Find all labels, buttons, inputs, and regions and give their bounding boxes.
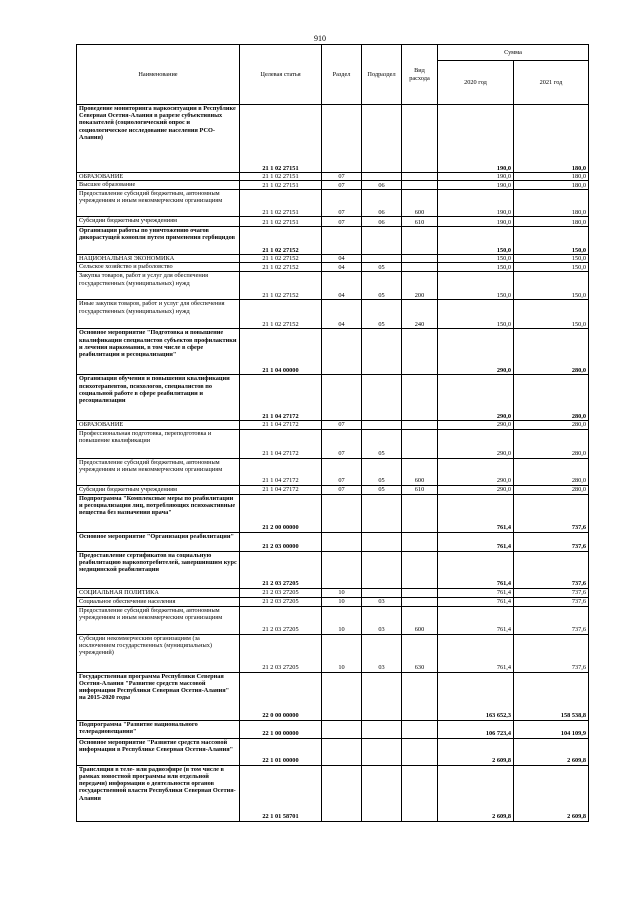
cell-podrazdel (362, 255, 402, 263)
cell-razdel (322, 532, 362, 551)
cell-podrazdel (362, 738, 402, 765)
table-row (77, 272, 589, 300)
cell-name: Организация работы по уничтожению очагов дикорастущей конопли путем применения гербицидов (77, 227, 240, 255)
header-section: Раздел (322, 45, 362, 105)
cell-y2021: 150,0 (514, 227, 589, 255)
cell-y2020: 290,0 (438, 375, 514, 421)
table-row (77, 173, 589, 181)
cell-code: 21 1 04 00000 (240, 329, 322, 375)
cell-vid (402, 765, 438, 821)
table-row (77, 263, 589, 272)
cell-razdel: 10 (322, 634, 362, 672)
cell-y2021: 104 109,9 (514, 720, 589, 738)
cell-vid (402, 551, 438, 588)
cell-code: 21 1 02 27152 (240, 227, 322, 255)
header-year-2021: 2021 год (514, 61, 589, 105)
cell-y2020: 190,0 (438, 173, 514, 181)
cell-y2020: 2 609,8 (438, 765, 514, 821)
page-number: 910 (314, 34, 326, 43)
cell-y2020: 761,4 (438, 494, 514, 532)
cell-y2021: 150,0 (514, 263, 589, 272)
cell-y2020: 761,4 (438, 532, 514, 551)
cell-y2020: 150,0 (438, 300, 514, 329)
header-subsection: Подраздел (362, 45, 402, 105)
cell-code: 21 1 04 27172 (240, 375, 322, 421)
cell-razdel: 07 (322, 458, 362, 485)
table-row (77, 217, 589, 227)
cell-code: 21 2 03 27205 (240, 606, 322, 634)
cell-y2021: 180,0 (514, 217, 589, 227)
cell-podrazdel (362, 494, 402, 532)
cell-vid (402, 720, 438, 738)
cell-razdel: 04 (322, 300, 362, 329)
cell-vid (402, 421, 438, 429)
cell-y2020: 290,0 (438, 458, 514, 485)
cell-razdel: 07 (322, 485, 362, 494)
cell-y2020: 761,4 (438, 551, 514, 588)
cell-vid (402, 494, 438, 532)
cell-code: 21 1 02 27152 (240, 300, 322, 329)
cell-code: 21 1 02 27151 (240, 105, 322, 173)
cell-razdel (322, 551, 362, 588)
cell-razdel (322, 494, 362, 532)
cell-name: Предоставление субсидий бюджетным, автономным учреждениям и иным некоммерческим организациям (77, 458, 240, 485)
cell-name: ОБРАЗОВАНИЕ (77, 173, 240, 181)
cell-code: 21 1 02 27151 (240, 173, 322, 181)
table-row (77, 329, 589, 375)
cell-code: 21 1 04 27172 (240, 429, 322, 458)
cell-name: Предоставление субсидий бюджетным, автономным учреждениям и иным некоммерческим организациям (77, 606, 240, 634)
cell-code: 21 2 00 00000 (240, 494, 322, 532)
cell-razdel: 10 (322, 597, 362, 606)
cell-razdel (322, 738, 362, 765)
table-row (77, 588, 589, 597)
cell-y2021: 2 609,8 (514, 765, 589, 821)
table-row (77, 375, 589, 421)
cell-vid: 610 (402, 217, 438, 227)
cell-y2021: 180,0 (514, 105, 589, 173)
cell-vid: 610 (402, 485, 438, 494)
cell-y2021: 280,0 (514, 429, 589, 458)
cell-y2020: 106 723,4 (438, 720, 514, 738)
cell-y2021: 737,6 (514, 532, 589, 551)
cell-podrazdel: 05 (362, 458, 402, 485)
table-row (77, 105, 589, 173)
cell-vid: 200 (402, 272, 438, 300)
table-row (77, 720, 589, 738)
cell-y2021: 737,6 (514, 634, 589, 672)
cell-y2021: 280,0 (514, 375, 589, 421)
cell-y2020: 2 609,8 (438, 738, 514, 765)
cell-y2021: 737,6 (514, 588, 589, 597)
cell-y2020: 190,0 (438, 190, 514, 217)
cell-podrazdel (362, 720, 402, 738)
cell-code: 21 2 03 27205 (240, 551, 322, 588)
table-row (77, 551, 589, 588)
cell-code: 21 2 03 27205 (240, 634, 322, 672)
table-row (77, 255, 589, 263)
cell-podrazdel (362, 105, 402, 173)
cell-code: 21 1 02 27152 (240, 272, 322, 300)
cell-razdel: 07 (322, 190, 362, 217)
cell-y2020: 761,4 (438, 597, 514, 606)
cell-podrazdel (362, 375, 402, 421)
cell-podrazdel (362, 672, 402, 720)
cell-razdel (322, 329, 362, 375)
cell-podrazdel: 06 (362, 181, 402, 190)
table-body (77, 105, 589, 822)
cell-name: Сельское хозяйство и рыболовство (77, 263, 240, 272)
cell-name: Социальное обеспечение населения (77, 597, 240, 606)
cell-code: 22 1 01 58701 (240, 765, 322, 821)
cell-name: Профессиональная подготовка, переподготовка и повышение квалификации (77, 429, 240, 458)
cell-razdel (322, 720, 362, 738)
cell-podrazdel: 05 (362, 429, 402, 458)
cell-vid (402, 105, 438, 173)
cell-podrazdel (362, 765, 402, 821)
cell-podrazdel (362, 173, 402, 181)
table-row (77, 765, 589, 821)
cell-name: Субсидии бюджетным учреждениям (77, 485, 240, 494)
cell-name: Основное мероприятие "Подготовка и повышение квалификации специалистов субъектов профилактики и лечения наркомании, в том числе в сфере реабилитации и ресоциализации" (77, 329, 240, 375)
cell-razdel (322, 765, 362, 821)
cell-name: Предоставление субсидий бюджетным, автономным учреждениям и иным некоммерческим организациям (77, 190, 240, 217)
cell-razdel (322, 375, 362, 421)
table-row (77, 181, 589, 190)
cell-y2021: 737,6 (514, 597, 589, 606)
cell-podrazdel (362, 421, 402, 429)
cell-podrazdel: 05 (362, 300, 402, 329)
cell-podrazdel (362, 532, 402, 551)
header-expense-type: Вид расхода (402, 45, 438, 105)
cell-podrazdel: 03 (362, 606, 402, 634)
header-sum: Сумма (438, 45, 589, 61)
header-target-article: Целевая статья (240, 45, 322, 105)
cell-podrazdel (362, 329, 402, 375)
table-row (77, 672, 589, 720)
cell-y2021: 150,0 (514, 272, 589, 300)
table-row (77, 458, 589, 485)
cell-vid: 600 (402, 606, 438, 634)
cell-podrazdel: 05 (362, 485, 402, 494)
cell-y2020: 190,0 (438, 217, 514, 227)
cell-vid: 600 (402, 458, 438, 485)
cell-code: 21 1 02 27151 (240, 190, 322, 217)
cell-y2020: 290,0 (438, 421, 514, 429)
cell-y2021: 2 609,8 (514, 738, 589, 765)
cell-name: Организация обучения и повышения квалификации психотерапевтов, психологов, специалистов по социальной работе в сфере реабилитации и ресоциализации (77, 375, 240, 421)
cell-podrazdel (362, 227, 402, 255)
cell-razdel (322, 672, 362, 720)
cell-vid: 600 (402, 190, 438, 217)
cell-vid (402, 173, 438, 181)
cell-y2021: 180,0 (514, 190, 589, 217)
cell-name: Субсидии бюджетным учреждениям (77, 217, 240, 227)
cell-y2020: 150,0 (438, 263, 514, 272)
cell-y2020: 150,0 (438, 227, 514, 255)
cell-vid (402, 263, 438, 272)
cell-code: 22 0 00 00000 (240, 672, 322, 720)
cell-razdel: 07 (322, 173, 362, 181)
cell-code: 21 1 04 27172 (240, 421, 322, 429)
table-row (77, 485, 589, 494)
cell-y2020: 290,0 (438, 485, 514, 494)
cell-podrazdel (362, 551, 402, 588)
cell-y2021: 737,6 (514, 606, 589, 634)
cell-code: 21 1 04 27172 (240, 458, 322, 485)
cell-y2020: 761,4 (438, 634, 514, 672)
cell-y2020: 761,4 (438, 606, 514, 634)
cell-vid (402, 588, 438, 597)
cell-y2021: 280,0 (514, 458, 589, 485)
table-row (77, 494, 589, 532)
header-year-2020: 2020 год (438, 61, 514, 105)
cell-y2020: 290,0 (438, 429, 514, 458)
table-row (77, 606, 589, 634)
cell-razdel: 04 (322, 272, 362, 300)
cell-y2020: 761,4 (438, 588, 514, 597)
cell-y2021: 737,6 (514, 494, 589, 532)
cell-y2021: 150,0 (514, 255, 589, 263)
cell-y2021: 150,0 (514, 300, 589, 329)
cell-y2020: 163 652,3 (438, 672, 514, 720)
cell-code: 21 1 02 27151 (240, 217, 322, 227)
cell-name: Подпрограмма "Комплексные меры по реабилитации и ресоциализации лиц, потребляющих психоактивные вещества без назначения врача" (77, 494, 240, 532)
cell-code: 22 1 00 00000 (240, 720, 322, 738)
table-row (77, 300, 589, 329)
cell-name: Субсидии некоммерческим организациям (за исключением государственных (муниципальных) учреждений) (77, 634, 240, 672)
cell-name: Трансляция в теле- или радиоэфире (в том числе в рамках новостной программы или отдельной передачи) информации о деятельности органов государственной власти Республики Северная Осетия-Алания (77, 765, 240, 821)
cell-y2020: 290,0 (438, 329, 514, 375)
cell-vid (402, 738, 438, 765)
cell-name: Основное мероприятие "Организация реабилитации" (77, 532, 240, 551)
cell-vid (402, 597, 438, 606)
cell-razdel: 10 (322, 606, 362, 634)
table-row (77, 634, 589, 672)
cell-y2021: 180,0 (514, 181, 589, 190)
cell-vid: 630 (402, 634, 438, 672)
cell-name: Основное мероприятие "Развитие средств массовой информации в Республике Северная Осетия-Алания" (77, 738, 240, 765)
cell-y2021: 158 538,8 (514, 672, 589, 720)
cell-y2020: 150,0 (438, 272, 514, 300)
cell-code: 21 2 03 00000 (240, 532, 322, 551)
cell-y2021: 280,0 (514, 421, 589, 429)
cell-podrazdel: 05 (362, 272, 402, 300)
cell-name: ОБРАЗОВАНИЕ (77, 421, 240, 429)
cell-vid (402, 429, 438, 458)
cell-y2021: 280,0 (514, 329, 589, 375)
cell-y2021: 280,0 (514, 485, 589, 494)
table-row (77, 421, 589, 429)
cell-name: Закупка товаров, работ и услуг для обеспечения государственных (муниципальных) нужд (77, 272, 240, 300)
table-row (77, 597, 589, 606)
cell-podrazdel: 03 (362, 597, 402, 606)
cell-name: Государственная программа Республики Северная Осетия-Алания "Развитие средств массовой информации Республики Северная Осетия-Алания" на 2015-2020 годы (77, 672, 240, 720)
cell-name: Предоставление сертификатов на социальную реабилитацию наркопотребителей, завершившим курс медицинской реабилитации (77, 551, 240, 588)
cell-podrazdel: 03 (362, 634, 402, 672)
cell-name: Подпрограмма "Развитие национального телерадиовещания" (77, 720, 240, 738)
cell-code: 21 2 03 27205 (240, 597, 322, 606)
cell-name: НАЦИОНАЛЬНАЯ ЭКОНОМИКА (77, 255, 240, 263)
cell-podrazdel (362, 588, 402, 597)
budget-table (76, 44, 589, 822)
cell-y2021: 180,0 (514, 173, 589, 181)
table-row (77, 738, 589, 765)
cell-code: 21 1 02 27152 (240, 255, 322, 263)
cell-razdel: 07 (322, 429, 362, 458)
cell-razdel: 07 (322, 421, 362, 429)
cell-razdel: 04 (322, 263, 362, 272)
cell-vid (402, 672, 438, 720)
cell-razdel (322, 227, 362, 255)
cell-code: 21 2 03 27205 (240, 588, 322, 597)
cell-y2021: 737,6 (514, 551, 589, 588)
cell-podrazdel: 05 (362, 263, 402, 272)
cell-vid (402, 227, 438, 255)
cell-podrazdel: 06 (362, 217, 402, 227)
cell-vid (402, 255, 438, 263)
cell-code: 22 1 01 00000 (240, 738, 322, 765)
cell-code: 21 1 02 27151 (240, 181, 322, 190)
cell-razdel: 04 (322, 255, 362, 263)
table-row (77, 532, 589, 551)
table-row (77, 190, 589, 217)
cell-vid (402, 375, 438, 421)
cell-vid (402, 532, 438, 551)
cell-vid: 240 (402, 300, 438, 329)
cell-name: Проведение мониторинга наркоситуации в Республике Северная Осетия-Алания в разрезе субъективных показателей (социологический опрос и социологическое исследование населения РСО-Алания) (77, 105, 240, 173)
cell-vid (402, 329, 438, 375)
cell-razdel: 07 (322, 217, 362, 227)
cell-vid (402, 181, 438, 190)
cell-razdel (322, 105, 362, 173)
cell-y2020: 190,0 (438, 181, 514, 190)
cell-y2020: 190,0 (438, 105, 514, 173)
cell-podrazdel: 06 (362, 190, 402, 217)
cell-razdel: 07 (322, 181, 362, 190)
cell-name: Иные закупки товаров, работ и услуг для обеспечения государственных (муниципальных) нужд (77, 300, 240, 329)
header-name: Наименование (77, 45, 240, 105)
cell-name: Высшее образование (77, 181, 240, 190)
cell-y2020: 150,0 (438, 255, 514, 263)
cell-code: 21 1 04 27172 (240, 485, 322, 494)
table-row (77, 429, 589, 458)
cell-code: 21 1 02 27152 (240, 263, 322, 272)
cell-razdel: 10 (322, 588, 362, 597)
table-row (77, 227, 589, 255)
cell-name: СОЦИАЛЬНАЯ ПОЛИТИКА (77, 588, 240, 597)
